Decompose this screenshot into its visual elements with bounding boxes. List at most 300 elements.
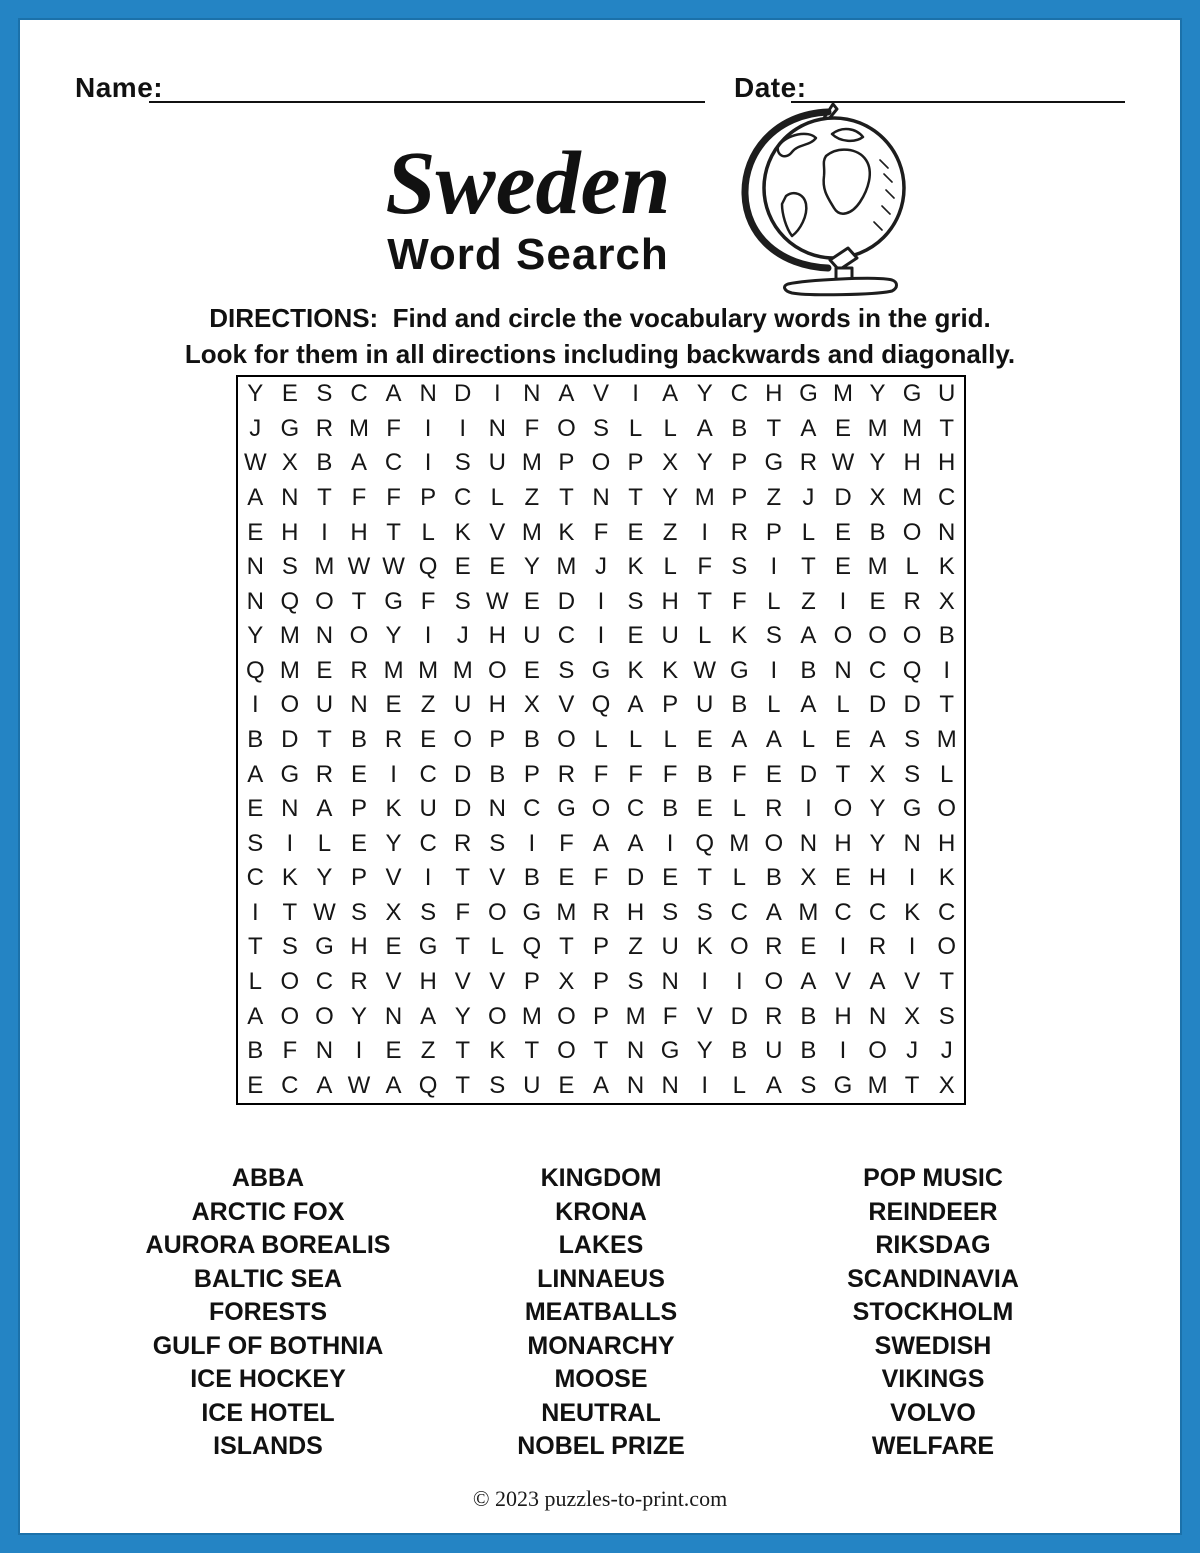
grid-cell: C	[557, 622, 576, 650]
word-item: REINDEER	[868, 1197, 998, 1226]
word-item: RIKSDAG	[875, 1231, 991, 1259]
grid-cell: F	[455, 898, 471, 926]
grid-cell: O	[487, 1002, 507, 1030]
grid-cell: O	[557, 1037, 576, 1065]
grid-cell: K	[454, 518, 471, 546]
grid-cell: D	[868, 691, 887, 719]
grid-cell: A	[627, 691, 644, 719]
grid-cell: E	[765, 760, 782, 788]
grid-cell: F	[697, 553, 713, 581]
grid-cell: F	[559, 829, 574, 857]
grid-cell: P	[350, 864, 367, 892]
grid-cell: T	[904, 1071, 920, 1099]
grid-cell: W	[313, 898, 336, 926]
grid-cell: I	[424, 449, 432, 477]
grid-cell: H	[834, 829, 852, 857]
grid-cell: X	[800, 864, 817, 892]
grid-cell: O	[557, 414, 576, 442]
grid-cell: W	[347, 553, 371, 581]
grid-cell: S	[350, 898, 367, 926]
grid-cell: D	[626, 864, 645, 892]
grid-cell: F	[386, 483, 401, 511]
grid-cell: E	[627, 622, 644, 650]
grid-cell: L	[698, 622, 712, 650]
grid-cell: K	[731, 622, 748, 650]
grid-cell: V	[454, 967, 471, 995]
grid-cell: H	[903, 449, 921, 477]
grid-cell: R	[730, 518, 748, 546]
grid-cell: Z	[628, 933, 643, 961]
grid-cell: R	[454, 829, 472, 857]
grid-cell: D	[281, 725, 299, 753]
grid-cell: P	[662, 691, 679, 719]
grid-cell: T	[697, 587, 713, 615]
grid-cell: H	[350, 518, 368, 546]
grid-cell: S	[281, 553, 298, 581]
grid-cell: T	[939, 691, 955, 719]
grid-cell: P	[627, 449, 644, 477]
grid-cell: N	[938, 518, 956, 546]
grid-cell: N	[350, 691, 368, 719]
word-item: GULF OF BOTHNIA	[152, 1331, 384, 1360]
grid-cell: A	[731, 725, 748, 753]
grid-cell: E	[800, 933, 817, 961]
word-item: BALTIC SEA	[193, 1264, 343, 1293]
grid-cell: S	[627, 587, 644, 615]
grid-cell: R	[765, 795, 783, 823]
grid-cell: X	[869, 760, 886, 788]
grid-cell: E	[247, 518, 264, 546]
grid-cell: S	[316, 380, 333, 408]
grid-cell: A	[765, 898, 782, 926]
grid-cell: J	[940, 1037, 953, 1065]
grid-cell: O	[764, 967, 784, 995]
word-item: NEUTRAL	[541, 1398, 661, 1427]
grid-cell: L	[801, 725, 816, 753]
word-item: ABBA	[231, 1164, 305, 1192]
grid-cell: Y	[662, 483, 679, 511]
grid-cell: V	[834, 967, 851, 995]
grid-cell: C	[454, 483, 472, 511]
grid-cell: F	[282, 1037, 298, 1065]
grid-cell: F	[731, 587, 747, 615]
grid-cell: M	[314, 553, 335, 581]
grid-cell: M	[832, 380, 853, 408]
grid-cell: I	[701, 1071, 709, 1099]
grid-cell: X	[558, 967, 575, 995]
grid-cell: N	[903, 829, 921, 857]
grid-cell: R	[799, 449, 818, 477]
grid-cell: M	[556, 898, 577, 926]
grid-cell: M	[936, 725, 957, 753]
grid-cell: A	[350, 449, 367, 477]
grid-cell: C	[626, 795, 645, 823]
grid-cell: B	[869, 518, 886, 546]
grid-cell: V	[592, 380, 609, 408]
grid-cell: A	[247, 1002, 264, 1030]
grid-cell: Y	[696, 380, 713, 408]
grid-cell: N	[315, 622, 334, 650]
grid-cell: O	[487, 898, 507, 926]
grid-cell: A	[247, 760, 264, 788]
grid-cell: P	[420, 483, 437, 511]
directions-line-2: Look for them in all directions including backwards and diagonally.	[184, 339, 1016, 369]
grid-cell: L	[732, 795, 746, 823]
grid-cell: J	[456, 622, 469, 650]
grid-cell: U	[523, 622, 541, 650]
grid-cell: T	[282, 898, 298, 926]
grid-cell: G	[729, 656, 749, 684]
grid-cell: B	[731, 691, 748, 719]
grid-cell: E	[350, 829, 367, 857]
grid-cell: M	[867, 1071, 888, 1099]
grid-cell: T	[317, 483, 332, 511]
grid-cell: C	[419, 829, 437, 857]
grid-cell: E	[523, 656, 540, 684]
grid-cell: K	[281, 864, 298, 892]
grid-cell: I	[321, 518, 328, 546]
grid-cell: M	[902, 414, 923, 442]
grid-cell: B	[800, 1002, 817, 1030]
grid-cell: R	[765, 1002, 783, 1030]
grid-cell: L	[628, 725, 643, 753]
grid-cell: L	[663, 414, 677, 442]
grid-cell: O	[868, 622, 887, 650]
grid-cell: M	[418, 656, 439, 684]
grid-cell: T	[524, 1037, 540, 1065]
grid-cell: I	[839, 1037, 847, 1065]
grid-cell: E	[281, 380, 298, 408]
grid-cell: F	[524, 414, 540, 442]
grid-cell: V	[385, 864, 402, 892]
directions	[20, 300, 1180, 372]
grid-cell: L	[421, 518, 435, 546]
grid-cell: C	[938, 483, 956, 511]
grid-cell: U	[315, 691, 334, 719]
grid-cell: S	[731, 553, 748, 581]
grid-cell: P	[523, 760, 540, 788]
grid-cell: L	[248, 967, 262, 995]
grid-cell: X	[938, 587, 955, 615]
grid-cell: N	[384, 1002, 403, 1030]
grid-cell: C	[315, 967, 334, 995]
grid-cell: E	[558, 1071, 575, 1099]
grid-cell: B	[938, 622, 955, 650]
grid-cell: I	[251, 898, 259, 926]
grid-cell: C	[730, 380, 748, 408]
grid-cell: Y	[385, 622, 402, 650]
grid-cell: A	[696, 414, 713, 442]
grid-cell: B	[247, 725, 264, 753]
grid-cell: N	[419, 380, 437, 408]
grid-cell: I	[459, 414, 467, 442]
grid-cell: T	[801, 553, 816, 581]
grid-cell: F	[593, 760, 609, 788]
grid-cell: E	[696, 795, 713, 823]
grid-cell: Z	[420, 1037, 436, 1065]
grid-cell: A	[592, 1071, 609, 1099]
word-column	[441, 1162, 761, 1464]
grid-cell: A	[800, 414, 817, 442]
grid-cell: N	[626, 1037, 645, 1065]
grid-cell: K	[938, 553, 955, 581]
grid-cell: S	[489, 829, 506, 857]
grid-cell: I	[251, 691, 259, 719]
grid-cell: P	[350, 795, 367, 823]
grid-cell: B	[731, 1037, 748, 1065]
grid-cell: A	[869, 725, 886, 753]
name-label: Name:	[75, 72, 164, 103]
grid-cell: N	[626, 1071, 645, 1099]
grid-cell: P	[592, 933, 609, 961]
grid-cell: Y	[454, 1002, 471, 1030]
grid-cell: J	[906, 1037, 919, 1065]
grid-cell: H	[626, 898, 645, 926]
grid-cell: Y	[523, 553, 540, 581]
grid-cell: M	[625, 1002, 646, 1030]
grid-cell: R	[903, 587, 921, 615]
grid-cell: D	[454, 795, 472, 823]
grid-cell: I	[632, 380, 639, 408]
grid-cell: Z	[766, 483, 782, 511]
grid-cell: R	[315, 760, 334, 788]
grid-cell: Z	[662, 518, 678, 546]
grid-cell: O	[315, 587, 334, 615]
grid-cell: N	[281, 795, 299, 823]
grid-cell: F	[351, 483, 367, 511]
grid-cell: T	[247, 933, 263, 961]
grid-cell: L	[663, 725, 677, 753]
grid-cell: B	[523, 725, 540, 753]
grid-cell: O	[833, 795, 853, 823]
grid-cell: T	[351, 587, 367, 615]
grid-cell: H	[868, 864, 887, 892]
grid-cell: G	[315, 933, 334, 961]
grid-cell: A	[662, 380, 679, 408]
grid-cell: X	[662, 449, 679, 477]
word-item: AURORA BOREALIS	[145, 1231, 391, 1259]
grid-cell: T	[559, 933, 574, 961]
grid-cell: X	[281, 449, 298, 477]
grid-cell: O	[729, 933, 749, 961]
grid-cell: G	[418, 933, 438, 961]
grid-cell: H	[938, 829, 956, 857]
grid-cell: A	[800, 622, 817, 650]
grid-cell: I	[770, 553, 778, 581]
grid-cell: O	[280, 967, 300, 995]
grid-cell: V	[489, 518, 506, 546]
grid-cell: R	[765, 933, 783, 961]
grid-cell: O	[902, 518, 922, 546]
grid-cell: L	[490, 933, 504, 961]
word-item: MOOSE	[554, 1365, 648, 1393]
grid-cell: K	[696, 933, 713, 961]
grid-cell: L	[905, 553, 919, 581]
grid-cell: K	[904, 898, 921, 926]
grid-cell: E	[350, 760, 367, 788]
grid-cell: P	[592, 1002, 609, 1030]
grid-cell: E	[385, 691, 402, 719]
grid-cell: B	[662, 795, 679, 823]
grid-cell: L	[663, 553, 677, 581]
grid-cell: I	[701, 967, 709, 995]
grid-cell: G	[764, 449, 784, 477]
grid-cell: G	[902, 380, 922, 408]
grid-cell: O	[280, 691, 300, 719]
grid-cell: E	[627, 518, 644, 546]
grid-cell: C	[246, 864, 264, 892]
grid-cell: H	[488, 622, 506, 650]
grid-cell: I	[805, 795, 812, 823]
grid-cell: K	[938, 864, 955, 892]
grid-cell: O	[833, 622, 853, 650]
grid-cell: H	[350, 933, 368, 961]
grid-cell: E	[420, 725, 437, 753]
grid-cell: R	[868, 933, 887, 961]
grid-cell: M	[521, 518, 542, 546]
grid-cell: M	[521, 1002, 542, 1030]
grid-cell: V	[904, 967, 921, 995]
grid-cell: W	[693, 656, 717, 684]
grid-cell: R	[592, 898, 610, 926]
grid-cell: W	[347, 1071, 371, 1099]
grid-cell: L	[836, 691, 850, 719]
word-column	[773, 1162, 1093, 1464]
grid-cell: E	[316, 656, 333, 684]
grid-cell: K	[627, 553, 644, 581]
grid-cell: A	[765, 1071, 782, 1099]
grid-cell: N	[592, 483, 610, 511]
grid-cell: O	[557, 725, 576, 753]
grid-cell: A	[247, 483, 264, 511]
grid-cell: B	[765, 864, 782, 892]
grid-cell: T	[455, 1037, 471, 1065]
grid-cell: U	[661, 933, 679, 961]
grid-cell: E	[247, 795, 264, 823]
grid-cell: P	[731, 483, 748, 511]
grid-cell: E	[523, 587, 540, 615]
grid-cell: S	[938, 1002, 955, 1030]
grid-cell: D	[557, 587, 576, 615]
name-underline	[149, 101, 705, 103]
grid-cell: U	[661, 622, 679, 650]
word-item: ICE HOCKEY	[190, 1365, 346, 1393]
grid-cell: F	[593, 518, 609, 546]
grid-cell: I	[908, 933, 916, 961]
grid-cell: J	[249, 414, 262, 442]
grid-cell: Y	[696, 449, 713, 477]
grid-cell: S	[800, 1071, 817, 1099]
grid-cell: S	[247, 829, 264, 857]
grid-cell: L	[317, 829, 332, 857]
grid-cell: T	[455, 933, 471, 961]
grid-cell: C	[281, 1071, 299, 1099]
grid-cell: E	[869, 587, 886, 615]
grid-cell: G	[557, 795, 576, 823]
grid-cell: A	[558, 380, 575, 408]
grid-cell: E	[834, 725, 851, 753]
footer-credit: © 2023 puzzles-to-print.com	[472, 1486, 728, 1511]
grid-cell: S	[489, 1071, 506, 1099]
grid-cell: P	[489, 725, 506, 753]
grid-cell: X	[385, 898, 402, 926]
grid-cell: G	[522, 898, 542, 926]
grid-cell: U	[765, 1037, 783, 1065]
word-item: ARCTIC FOX	[191, 1197, 345, 1226]
grid-cell: M	[867, 414, 888, 442]
grid-cell: D	[730, 1002, 748, 1030]
grid-cell: Y	[247, 622, 264, 650]
grid-cell: B	[800, 1037, 817, 1065]
grid-cell: T	[766, 414, 782, 442]
grid-cell: D	[454, 380, 472, 408]
grid-cell: I	[770, 656, 778, 684]
grid-cell: H	[419, 967, 437, 995]
grid-cell: J	[802, 483, 815, 511]
grid-cell: L	[732, 864, 746, 892]
grid-cell: A	[316, 1071, 333, 1099]
grid-cell: U	[523, 1071, 541, 1099]
grid-cell: Y	[869, 795, 886, 823]
grid-cell: K	[558, 518, 575, 546]
grid-cell: L	[767, 587, 781, 615]
grid-cell: G	[591, 656, 611, 684]
grid-cell: C	[868, 656, 887, 684]
grid-cell: L	[940, 760, 954, 788]
grid-cell: B	[523, 864, 540, 892]
grid-cell: A	[592, 829, 609, 857]
grid-cell: Y	[385, 829, 402, 857]
grid-cell: L	[767, 691, 781, 719]
grid-cell: T	[455, 1071, 471, 1099]
grid-cell: R	[350, 967, 368, 995]
grid-cell: I	[424, 622, 432, 650]
grid-cell: O	[591, 795, 611, 823]
grid-cell: X	[938, 1071, 955, 1099]
grid-cell: T	[697, 864, 713, 892]
grid-cell: N	[834, 656, 852, 684]
grid-cell: F	[662, 1002, 678, 1030]
grid-cell: F	[420, 587, 436, 615]
grid-cell: N	[868, 1002, 887, 1030]
grid-cell: B	[696, 760, 713, 788]
grid-cell: H	[765, 380, 783, 408]
grid-cell: O	[764, 829, 784, 857]
grid-cell: T	[939, 967, 955, 995]
grid-cell: T	[559, 483, 574, 511]
grid-cell: A	[800, 691, 817, 719]
grid-cell: I	[390, 760, 397, 788]
grid-cell: T	[386, 518, 401, 546]
grid-cell: N	[523, 380, 541, 408]
grid-cell: Y	[350, 1002, 367, 1030]
grid-cell: E	[454, 553, 471, 581]
grid-cell: V	[489, 967, 506, 995]
grid-cell: D	[834, 483, 852, 511]
grid-cell: B	[731, 414, 748, 442]
grid-cell: M	[798, 898, 819, 926]
grid-cell: J	[594, 553, 607, 581]
grid-cell: P	[765, 518, 782, 546]
grid-cell: T	[835, 760, 851, 788]
grid-cell: L	[594, 725, 608, 753]
grid-cell: A	[420, 1002, 437, 1030]
grid-cell: Y	[316, 864, 333, 892]
word-item: KRONA	[555, 1197, 647, 1226]
grid-cell: S	[904, 725, 921, 753]
grid-cell: H	[281, 518, 299, 546]
grid-cell: E	[834, 553, 851, 581]
